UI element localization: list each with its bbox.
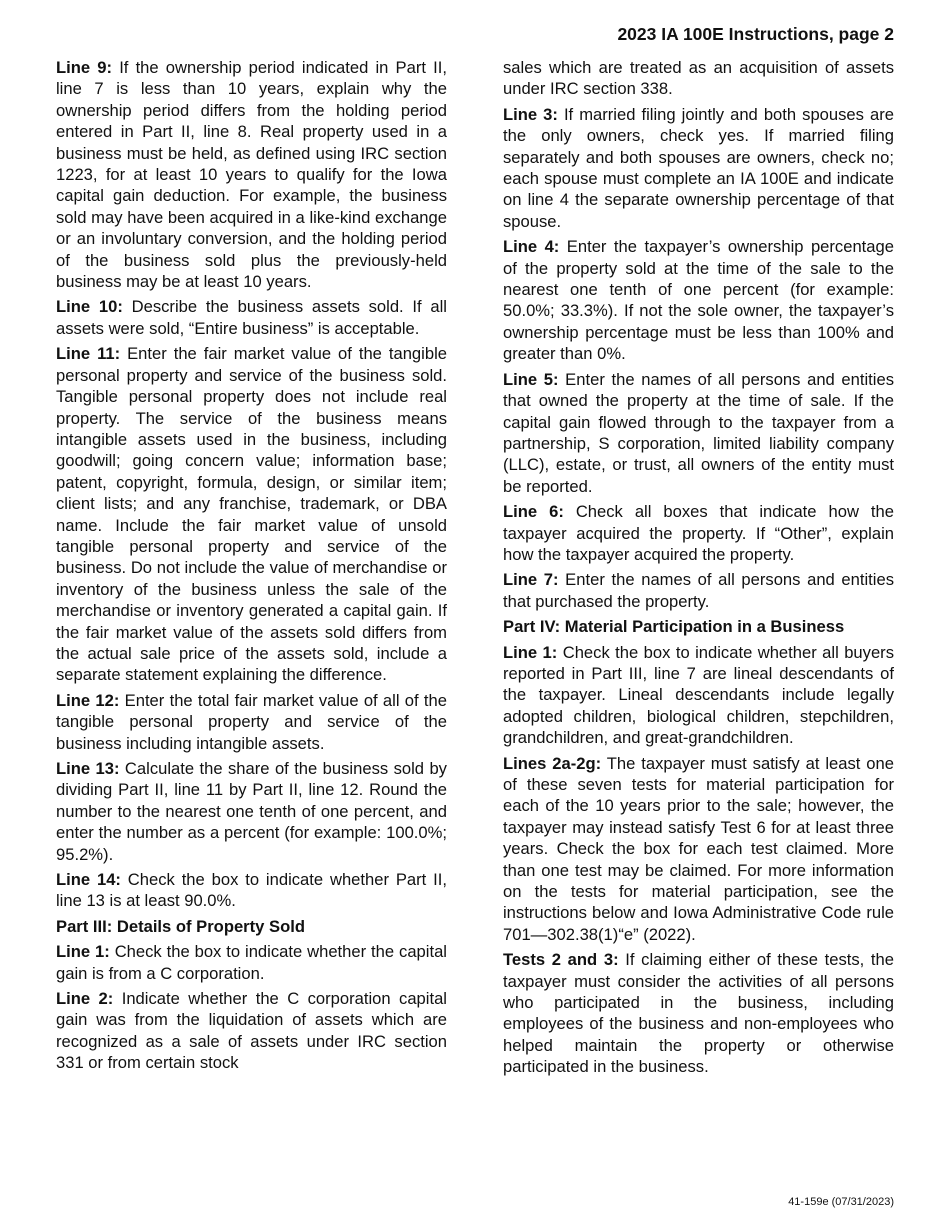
paragraph-text: If the ownership period indicated in Part II, line 7 is less than 10 years, explain why the ownership period differs from the holding period entered in Part II, line 8. Real property used in a business must be held, as defined using IRC section 1223, for at least 10 years to qualify for the Iowa capital gain deduction. For example, the business sold may have been acquired in a like-kind exchange or an involuntary conversion, and the holding period of the business sold plus the previously-held business may be at least 10 years.: [56, 58, 447, 292]
page-header: 2023 IA 100E Instructions, page 2: [617, 24, 894, 44]
paragraph-text: If claiming either of these tests, the taxpayer must consider the activities of all persons who participated in the business, including employees of the business and non-employees who helped maintain the property or otherwise participated in the business.: [503, 950, 894, 1077]
part-iii-line-2-paragraph: [56, 988, 447, 1074]
section-heading-part-iii: Part III: Details of Property Sold: [56, 916, 305, 936]
section-heading-part-iv: Part IV: Material Participation in a Business: [503, 617, 845, 637]
line-12-paragraph: [56, 690, 447, 754]
line-label: Line 2:: [56, 989, 114, 1009]
line-label: Line 1:: [56, 942, 110, 962]
paragraph-text: Enter the total fair market value of all of the tangible personal property and service of the business including intangible assets.: [56, 690, 447, 753]
paragraph-text: Enter the names of all persons and entities that purchased the property.: [503, 570, 895, 611]
line-label: Tests 2 and 3:: [503, 950, 619, 970]
paragraph-text: sales which are treated as an acquisition of assets under IRC section 338.: [503, 58, 894, 99]
line-label: Line 14:: [56, 870, 121, 890]
paragraph-text: Check the box to indicate whether Part II, line 13 is at least 90.0%.: [56, 870, 447, 911]
line-10-paragraph: [56, 296, 447, 339]
paragraph-text: Check the box to indicate whether all buyers reported in Part III, line 7 are lineal descendants of the taxpayer. Lineal descendants include legally adopted children, biological children, stepchildren, grandchildren, and great-grandchildren.: [503, 642, 894, 748]
line-label: Line 10:: [56, 297, 123, 317]
part-iii-line-1-paragraph: [56, 941, 447, 984]
paragraph-text: Calculate the share of the business sold by dividing Part II, line 11 by Part II, line 12. Round the number to the nearest one tenth of one percent, and enter the number as a percent (for example: 100.0%; 95.2%).: [56, 759, 447, 864]
part-iii-line-3-paragraph: [503, 104, 894, 232]
line-13-paragraph: [56, 758, 447, 865]
continued-paragraph: [503, 57, 894, 100]
line-label: Line 7:: [503, 570, 559, 590]
line-label: Line 12:: [56, 690, 120, 710]
part-iv-lines-2a-2g-paragraph: [503, 753, 894, 946]
part-iii-line-5-paragraph: [503, 369, 894, 497]
line-14-paragraph: [56, 869, 447, 912]
left-column: [56, 57, 447, 1078]
paragraph-text: If married filing jointly and both spouses are the only owners, check yes. If married filing separately and both spouses are owners, check no; each spouse must complete an IA 100E and indicate on line 4 the separate ownership percentage of that spouse.: [503, 104, 894, 231]
line-label: Line 4:: [503, 237, 560, 257]
paragraph-text: Describe the business assets sold. If all assets were sold, “Entire business” is acceptable.: [56, 297, 447, 338]
line-label: Line 5:: [503, 369, 559, 389]
paragraph-text: Enter the names of all persons and entities that owned the property at the time of sale. If the capital gain flowed through to the taxpayer from a partnership, S corporation, limited liability company (LLC), estate, or trust, all owners of the entity must be reported.: [503, 369, 895, 496]
paragraph-text: Check all boxes that indicate how the taxpayer acquired the property. If “Other”, explain how the taxpayer acquired the property.: [503, 502, 894, 564]
part-iv-line-1-paragraph: [503, 642, 894, 749]
line-label: Lines 2a-2g:: [503, 753, 602, 773]
line-9-paragraph: [56, 57, 447, 292]
paragraph-text: Indicate whether the C corporation capital gain was from the liquidation of assets which are recognized as a sale of assets under IRC section 331 or from certain stock: [56, 989, 447, 1073]
tests-2-and-3-paragraph: [503, 949, 894, 1077]
line-11-paragraph: [56, 343, 447, 686]
line-label: Line 13:: [56, 759, 120, 778]
line-label: Line 1:: [503, 642, 558, 662]
paragraph-text: Enter the taxpayer’s ownership percentage of the property sold at the time of the sale to the nearest one tenth of one percent (for example: 50.0%; 33.3%). If not the sole owner, the taxpayer’s ownership percentage must be less than 100% and greater than 0%.: [503, 237, 894, 364]
line-label: Line 9:: [56, 58, 113, 77]
part-iii-line-4-paragraph: [503, 236, 894, 364]
line-label: Line 11:: [56, 344, 121, 364]
paragraph-text: The taxpayer must satisfy at least one of these seven tests for material participation for each of the 10 years prior to the sale; however, the taxpayer may instead satisfy Test 6 for at least three years. Check the box for each test claimed. More than one test may be claimed. For more information on the tests for material participation, see the instructions below and Iowa Administrative Code rule 701—302.38(1)“e” (2022).: [503, 753, 894, 944]
line-label: Line 3:: [503, 104, 558, 124]
right-column: [503, 57, 894, 1082]
line-label: Line 6:: [503, 502, 564, 522]
part-iii-line-7-paragraph: [503, 569, 894, 612]
paragraph-text: Enter the fair market value of the tangible personal property and service of the business sold. Tangible personal property does not include real property. The service of the business means intangible assets used in the business, including goodwill; going concern value; information base; patent, copyright, formula, design, or similar item; client lists; and any franchise, trademark, or DBA name. Include the fair market value of unsold tangible personal property and service of the business. Do not include the value of merchandise or inventory of the business unless the sale of the merchandise or inventory generated a capital gain. If the fair market value of the assets sold differs from the actual sale price of the assets sold, include a separate statement explaining the difference.: [56, 344, 447, 685]
part-iii-line-6-paragraph: [503, 501, 894, 565]
form-code-footer: 41-159e (07/31/2023): [788, 1196, 894, 1208]
paragraph-text: Check the box to indicate whether the capital gain is from a C corporation.: [56, 942, 447, 983]
